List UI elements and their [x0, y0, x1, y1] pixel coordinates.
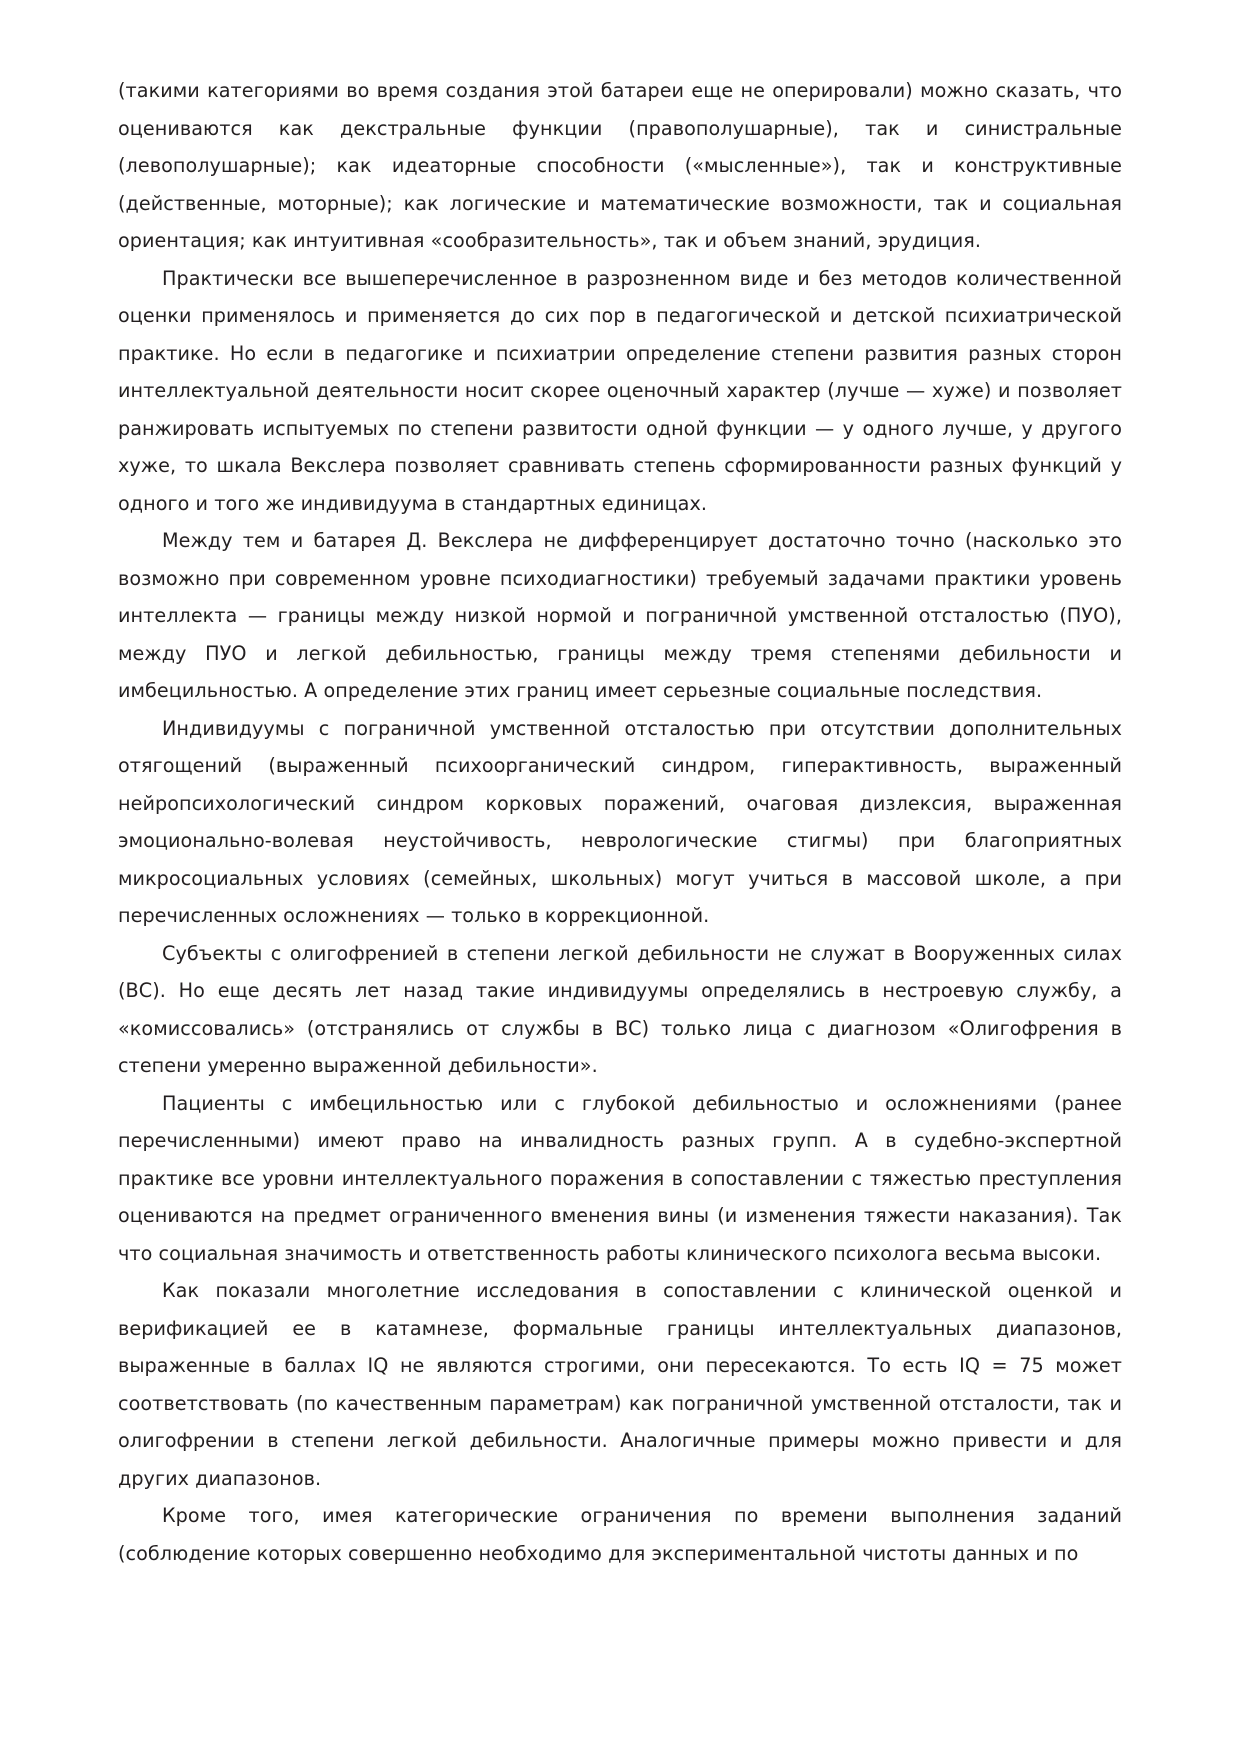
paragraph: Практически все вышеперечисленное в разрозненном виде и без методов количественной оценки применялось и применяется до сих пор в педагогической и детской психиатрической практике. Но если в педагогике и психиатрии определение степени развития разных сторон интеллектуальной деятельности носит скорее оценочный характер (лучше — хуже) и позволяет ранжировать испытуемых по степени развитости одной функции — у одного лучше, у другого хуже, то шкала Векслера позволяет сравнивать степень сформированности разных функций у одного и того же индивидуума в стандартных единицах.: [118, 266, 1122, 515]
paragraph: (такими категориями во время создания этой батареи еще не оперировали) можно сказать, что оцениваются как декстральные функции (правополушарные), так и синистральные (левополушарные); как идеаторные способности («мысленные»), так и конструктивные (действенные, моторные); как логические и математические возможности, так и социальная ориентация; как интуитивная «сообразительность», так и объем знаний, эрудиция.: [118, 79, 1122, 252]
paragraph: Между тем и батарея Д. Векслера не дифференцирует достаточно точно (насколько это возможно при современном уровне психодиагностики) требуемый задачами практики уровень интеллекта — границы между низкой нормой и пограничной умственной отсталостью (ПУО), между ПУО и легкой дебильностью, границы между тремя степенями дебильности и имбецильностью. А определение этих границ имеет серьезные социальные последствия.: [118, 529, 1122, 702]
paragraph: Субъекты с олигофренией в степени легкой дебильности не служат в Вооруженных силах (ВС). Но еще десять лет назад такие индивидуумы определялись в нестроевую службу, а «комиссовались» (отстранялись от службы в ВС) только лица с диагнозом «Олигофрения в степени умеренно выраженной дебильности».: [118, 941, 1122, 1077]
paragraph: Пациенты с имбецильностью или с глубокой дебильностыо и осложнениями (ранее перечисленными) имеют право на инвалидность разных групп. А в судебно-экспертной практике все уровни интеллектуального поражения в сопоставлении с тяжестью преступления оцениваются на предмет ограниченного вменения вины (и изменения тяжести наказания). Так что социальная значимость и ответственность работы клинического психолога весьма высоки.: [118, 1091, 1122, 1265]
page-body: [118, 72, 1122, 1572]
paragraph: Как показали многолетние исследования в сопоставлении с клинической оценкой и верификацией ее в катамнезе, формальные границы интеллектуальных диапазонов, выраженные в баллах IQ не являются строгими, они пересекаются. То есть IQ = 75 может соответствовать (по качественным параметрам) как пограничной умственной отсталости, так и олигофрении в степени легкой дебильности. Аналогичные примеры можно привести и для других диапазонов.: [118, 1279, 1122, 1490]
paragraph: Кроме того, имея категорические ограничения по времени выполнения заданий (соблюдение которых совершенно необходимо для экспериментальной чистоты данных и по: [118, 1504, 1122, 1565]
paragraph: Индивидуумы с пограничной умственной отсталостью при отсутствии дополнительных отягощений (выраженный психоорганический синдром, гиперактивность, выраженный нейропсихологический синдром корковых поражений, очаговая дизлексия, выраженная эмоционально-волевая неустойчивость, неврологические стигмы) при благоприятных микросоциальных условиях (семейных, школьных) могут учиться в массовой школе, а при перечисленных осложнениях — только в коррекционной.: [118, 716, 1122, 927]
